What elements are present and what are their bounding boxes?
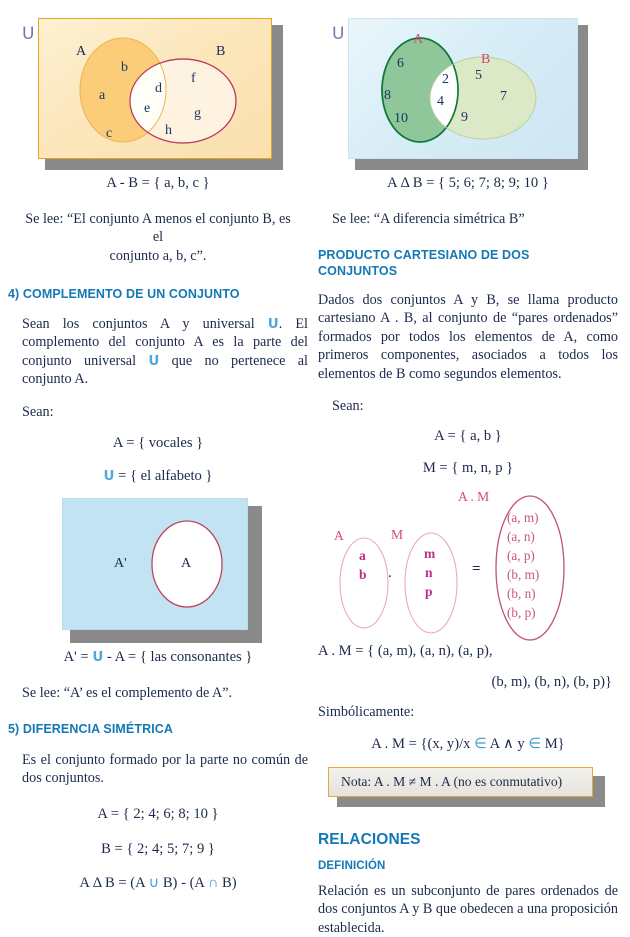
- element-6: 6: [397, 56, 404, 71]
- set-a-label: A: [413, 32, 424, 47]
- operator-equals: =: [472, 560, 481, 577]
- element-2: 2: [442, 72, 449, 87]
- element-7: 7: [500, 89, 507, 104]
- element-9: 9: [461, 110, 468, 125]
- element-p: p: [425, 583, 433, 599]
- venn-shapes: [348, 18, 578, 159]
- union-symbol-icon: ∪: [148, 875, 160, 892]
- set-a-label: A: [76, 44, 87, 59]
- reading-line-1: Se lee: “El conjunto A menos el conjunto B, es el: [25, 210, 291, 246]
- equation-u-alfabeto: [8, 467, 308, 486]
- element-10: 10: [394, 111, 408, 126]
- right-column: [318, 0, 618, 937]
- element-m: m: [424, 545, 436, 561]
- complement-diagram: [62, 498, 262, 643]
- equation-a-vocales: A = { vocales }: [112, 435, 204, 452]
- reading-symmetric: Se lee: “A diferencia simétrica B”: [332, 210, 525, 227]
- element-n: n: [425, 564, 433, 580]
- and-symbol-icon: ∧: [503, 735, 514, 752]
- not-equal-symbol-icon: ≠: [408, 773, 417, 789]
- element-h: h: [165, 123, 172, 138]
- heading-line-1: PRODUCTO CARTESIANO DE DOS: [318, 248, 530, 263]
- equation-symmetric-difference: A Δ B = { 5; 6; 7; 8; 9; 10 }: [387, 175, 549, 191]
- element-d: d: [155, 81, 162, 96]
- complement-shapes: [62, 498, 248, 630]
- heading-relaciones: RELACIONES: [318, 830, 421, 848]
- heading-diferencia-simetrica: 5) DIFERENCIA SIMÉTRICA: [8, 722, 174, 737]
- figure-symmetric-difference: [318, 0, 618, 180]
- universal-symbol-inline-2: U: [148, 352, 160, 369]
- element-5: 5: [475, 68, 482, 83]
- equation-u-alfabeto-rest: = { el alfabeto }: [118, 468, 213, 484]
- sd-formula-pre: A Δ B = (A: [79, 875, 149, 892]
- pair-a-p: (a, p): [507, 547, 535, 563]
- universal-symbol-icon: U: [22, 24, 35, 44]
- note-post: M . A (no es conmutativo): [416, 773, 563, 789]
- universal-symbol-inline-1: U: [267, 315, 279, 332]
- pair-a-m: (a, m): [507, 509, 539, 525]
- set-b-label: B: [481, 52, 491, 67]
- element-g: g: [194, 106, 201, 121]
- element-a: a: [359, 547, 366, 563]
- figure-complement: [8, 498, 308, 650]
- paragraph-relaciones: Relación es un subconjunto de pares ordenados de dos conjuntos A y B que obedecen a una proposición establecida.: [318, 882, 618, 936]
- complement-label: A': [114, 555, 127, 571]
- equation-cart-m: M = { m, n, p }: [422, 459, 514, 476]
- equation-complement-result: [8, 648, 308, 667]
- set-a-label: A: [181, 555, 192, 571]
- eq-result-pre: A' =: [63, 648, 93, 665]
- venn-diagram-symmetric: [348, 18, 588, 170]
- element-of-symbol-icon-2: ∈: [528, 735, 542, 752]
- heading-producto-cartesiano: [318, 248, 618, 279]
- left-column: [8, 0, 308, 893]
- heading-complemento: 4) COMPLEMENTO DE UN CONJUNTO: [8, 287, 240, 302]
- note-pre: Nota: A . M: [341, 773, 409, 789]
- figure-cartesian-product: [318, 488, 618, 648]
- equation-cart-a: A = { a, b }: [434, 427, 502, 444]
- symbolic-post: M}: [541, 735, 565, 752]
- symbolic-mid-1: A: [486, 735, 504, 752]
- element-e: e: [144, 101, 151, 116]
- paragraph-complemento: [8, 315, 308, 389]
- pair-a-n: (a, n): [507, 528, 535, 544]
- equation-sd-b: B = { 2; 4; 5; 7; 9 }: [101, 840, 215, 857]
- label-set-a: A: [334, 527, 344, 543]
- venn-diagram-difference: [38, 18, 283, 170]
- pair-b-n: (b, n): [507, 585, 536, 601]
- equation-sd-formula: [8, 874, 308, 893]
- note-box-wrapper: [328, 767, 618, 809]
- label-product-am: A . M: [458, 488, 490, 504]
- universal-symbol-eq: U: [103, 468, 115, 484]
- pair-b-m: (b, m): [507, 566, 540, 582]
- element-b: b: [359, 566, 367, 582]
- element-4: 4: [437, 94, 444, 109]
- note-box: [328, 767, 593, 797]
- symbolic-pre: A . M = {(x, y)/x: [371, 735, 475, 752]
- label-sean-left: Sean:: [22, 403, 54, 420]
- reading-line-2: conjunto a, b, c”.: [109, 247, 207, 264]
- element-b: b: [121, 60, 128, 75]
- paragraph-diferencia-simetrica: Es el conjunto formado por la parte no común de dos conjuntos.: [22, 751, 308, 787]
- reading-difference: [8, 210, 308, 265]
- symbolic-mid-2: y: [513, 735, 529, 752]
- para-part-3: que no pertenece al conjunto A.: [22, 352, 308, 388]
- intersection-symbol-icon: ∩: [207, 875, 219, 892]
- element-f: f: [191, 71, 196, 86]
- universal-symbol-icon: U: [332, 24, 345, 44]
- para-part-1: Sean los conjuntos A y universal: [22, 315, 268, 332]
- heading-line-2: CONJUNTOS: [318, 263, 398, 278]
- operator-dot: .: [388, 564, 392, 581]
- equation-cart-result-1: A . M = { (a, m), (a, n), (a, p),: [318, 642, 493, 659]
- para-part-2: . El complemento del conjunto A es la parte del conjunto universal: [22, 315, 309, 369]
- label-simbolicamente: Simbólicamente:: [318, 703, 415, 720]
- equation-difference: A - B = { a, b, c }: [106, 175, 210, 191]
- element-c: c: [106, 126, 113, 141]
- paragraph-producto-cartesiano: Dados dos conjuntos A y B, se llama producto cartesiano A . B, al conjunto de “pares ordenados” formados por todos los elementos de A, como primeros componentes, asociados a todos los elementos de B como segundos elementos.: [318, 291, 618, 382]
- equation-cart-result-2: (b, m), (b, n), (b, p)}: [491, 673, 612, 690]
- universal-symbol-result: U: [92, 648, 104, 665]
- label-sean-right: Sean:: [332, 398, 364, 415]
- reading-complement: Se lee: “A’ es el complemento de A”.: [22, 684, 233, 701]
- sd-formula-post: B): [218, 875, 237, 892]
- figure-set-difference: [8, 0, 308, 180]
- element-of-symbol-icon: ∈: [474, 735, 487, 752]
- sd-formula-mid: B) - (A: [159, 875, 208, 892]
- set-b-label: B: [216, 44, 226, 59]
- element-8: 8: [384, 88, 391, 103]
- equation-symbolic: [318, 735, 618, 754]
- pair-b-p: (b, p): [507, 604, 536, 620]
- eq-result-post: - A = { las consonantes }: [103, 648, 253, 665]
- label-set-m: M: [391, 526, 404, 542]
- note-text: [329, 774, 562, 790]
- equation-sd-a: A = { 2; 4; 6; 8; 10 }: [97, 805, 219, 822]
- element-a: a: [99, 88, 106, 103]
- heading-definicion: DEFINICIÓN: [318, 859, 386, 872]
